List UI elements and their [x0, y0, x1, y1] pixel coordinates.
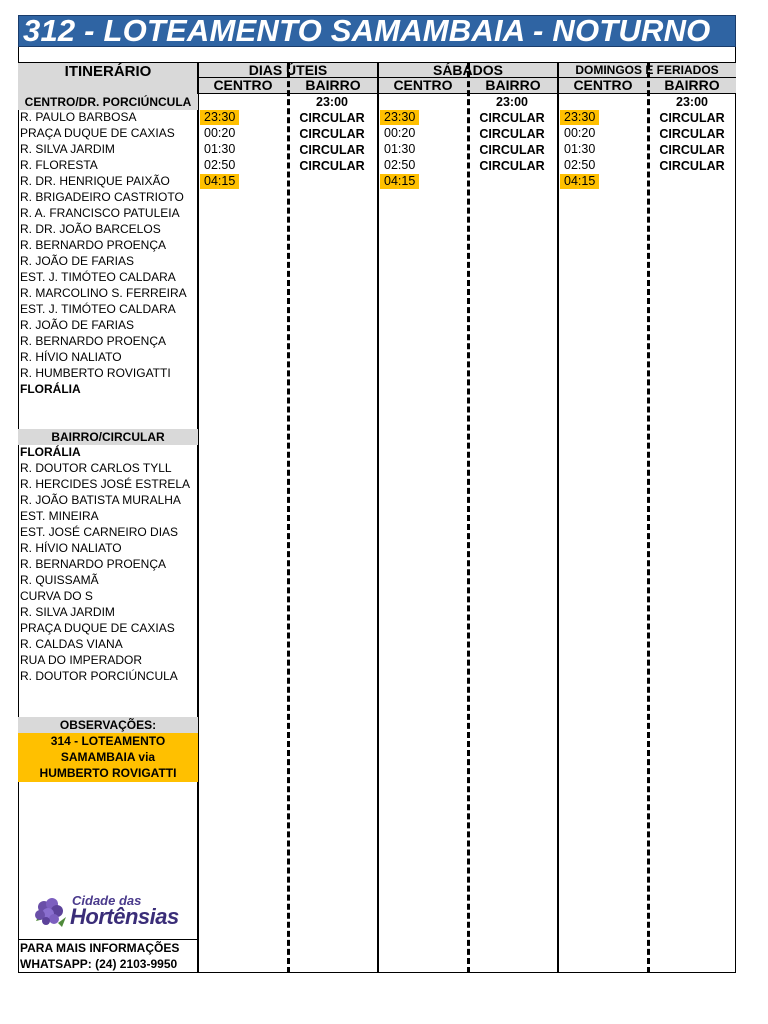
bairro-circular: CIRCULAR — [299, 127, 365, 141]
list-item: EST. MINEIRA — [20, 509, 99, 523]
list-item: R. FLORESTA — [20, 158, 98, 172]
centro-time: 01:30 — [204, 142, 236, 156]
header-saturdays-centro: CENTRO — [378, 78, 468, 94]
centro-time: 02:50 — [564, 158, 596, 172]
list-item: PRAÇA DUQUE DE CAXIAS — [20, 621, 175, 635]
list-item: R. BERNARDO PROENÇA — [20, 334, 167, 348]
observations-label: OBSERVAÇÕES: — [18, 717, 198, 733]
header-saturdays: SÁBADOS — [378, 63, 558, 78]
list-item: PRAÇA DUQUE DE CAXIAS — [20, 126, 175, 140]
logo — [30, 893, 190, 933]
list-item: R. JOÃO DE FARIAS — [20, 254, 135, 268]
bairro-circular: CIRCULAR — [659, 159, 725, 173]
header-saturdays-bairro: BAIRRO — [468, 78, 558, 94]
centro-time: 02:50 — [204, 158, 236, 172]
list-item: R. JOÃO DE FARIAS — [20, 318, 135, 332]
header-sundays-bairro: BAIRRO — [648, 78, 736, 94]
list-item: R. HUMBERTO ROVIGATTI — [20, 366, 171, 380]
list-item: EST. J. TIMÓTEO CALDARA — [20, 270, 176, 284]
centro-time: 04:15 — [380, 174, 419, 189]
bairro-circular: CIRCULAR — [659, 111, 725, 125]
list-item: R. JOÃO BATISTA MURALHA — [20, 493, 181, 507]
list-item: R. DOUTOR CARLOS TYLL — [20, 461, 172, 475]
list-item: R. MARCOLINO S. FERREIRA — [20, 286, 187, 300]
column-divider — [647, 63, 650, 973]
centro-time: 02:50 — [384, 158, 416, 172]
list-item: EST. JOSÉ CARNEIRO DIAS — [20, 525, 179, 539]
bairro-circular: CIRCULAR — [479, 111, 545, 125]
logo-text-big: Hortênsias — [70, 904, 179, 929]
centro-time: 00:20 — [564, 126, 596, 140]
list-item: R. SILVA JARDIM — [20, 605, 115, 619]
hydrangea-icon — [30, 893, 70, 933]
bairro-circular: CIRCULAR — [299, 111, 365, 125]
list-item: CURVA DO S — [20, 589, 93, 603]
centro-time: 04:15 — [560, 174, 599, 189]
header-itinerary: ITINERÁRIO — [18, 63, 198, 95]
list-item: R. DR. JOÃO BARCELOS — [20, 222, 161, 236]
bairro-circular: CIRCULAR — [659, 143, 725, 157]
header-weekdays-centro: CENTRO — [198, 78, 288, 94]
info-line: WHATSAPP: (24) 2103-9950 — [20, 957, 178, 971]
page-title: 312 - LOTEAMENTO SAMAMBAIA - NOTURNO — [23, 13, 711, 48]
observation-line: SAMAMBAIA via — [60, 750, 156, 764]
bairro-time: 23:00 — [676, 95, 708, 109]
centro-time: 00:20 — [204, 126, 236, 140]
header-weekdays-bairro: BAIRRO — [288, 78, 378, 94]
list-item: R. CALDAS VIANA — [20, 637, 123, 651]
centro-time: 23:30 — [560, 110, 599, 125]
bairro-circular: CIRCULAR — [659, 127, 725, 141]
centro-time: 01:30 — [384, 142, 416, 156]
centro-time: 23:30 — [200, 110, 239, 125]
list-item: R. HERCIDES JOSÉ ESTRELA — [20, 477, 191, 491]
centro-time: 01:30 — [564, 142, 596, 156]
centro-time: 04:15 — [200, 174, 239, 189]
centro-time: 23:30 — [380, 110, 419, 125]
list-item: R. HÍVIO NALIATO — [20, 350, 122, 364]
list-item: R. DOUTOR PORCIÚNCULA — [20, 669, 178, 683]
list-item: RUA DO IMPERADOR — [20, 653, 143, 667]
contact-info — [18, 939, 198, 972]
bairro-time: 23:00 — [316, 95, 348, 109]
list-item: R. BERNARDO PROENÇA — [20, 238, 167, 252]
list-item: R. BRIGADEIRO CASTRIOTO — [20, 190, 184, 204]
observation-line: HUMBERTO ROVIGATTI — [39, 766, 177, 780]
bairro-circular: CIRCULAR — [299, 143, 365, 157]
column-divider — [467, 63, 470, 973]
bairro-time: 23:00 — [496, 95, 528, 109]
title-bar — [18, 15, 736, 47]
column-divider — [197, 63, 199, 973]
list-item: FLORÁLIA — [20, 445, 81, 459]
header-sundays: DOMINGOS E FERIADOS — [558, 63, 736, 78]
column-divider — [287, 63, 290, 973]
bairro-circular: CIRCULAR — [299, 159, 365, 173]
bairro-circular: CIRCULAR — [479, 127, 545, 141]
bairro-circular: CIRCULAR — [479, 159, 545, 173]
column-divider — [557, 63, 559, 973]
list-item: R. QUISSAMÃ — [20, 573, 99, 587]
observation-line: 314 - LOTEAMENTO — [50, 734, 166, 748]
info-line: PARA MAIS INFORMAÇÕES — [20, 941, 180, 955]
list-item: R. PAULO BARBOSA — [20, 110, 137, 124]
bairro-circular: CIRCULAR — [479, 143, 545, 157]
list-item: FLORÁLIA — [20, 382, 81, 396]
list-item: R. DR. HENRIQUE PAIXÃO — [20, 174, 170, 188]
header-weekdays: DIAS ÚTEIS — [198, 63, 378, 78]
list-item: R. BERNARDO PROENÇA — [20, 557, 167, 571]
list-item: EST. J. TIMÓTEO CALDARA — [20, 302, 176, 316]
list-item: R. HÍVIO NALIATO — [20, 541, 122, 555]
list-item: R. SILVA JARDIM — [20, 142, 115, 156]
list-item: R. A. FRANCISCO PATULEIA — [20, 206, 180, 220]
blank-row — [18, 47, 736, 63]
header-sundays-centro: CENTRO — [558, 78, 648, 94]
logo-text-small: Cidade das — [72, 893, 142, 908]
column-divider — [377, 63, 379, 973]
section-label-centro: CENTRO/DR. PORCIÚNCULA — [18, 94, 198, 110]
observations-box — [18, 733, 198, 782]
section-label-bairro: BAIRRO/CIRCULAR — [18, 429, 198, 445]
centro-time: 00:20 — [384, 126, 416, 140]
